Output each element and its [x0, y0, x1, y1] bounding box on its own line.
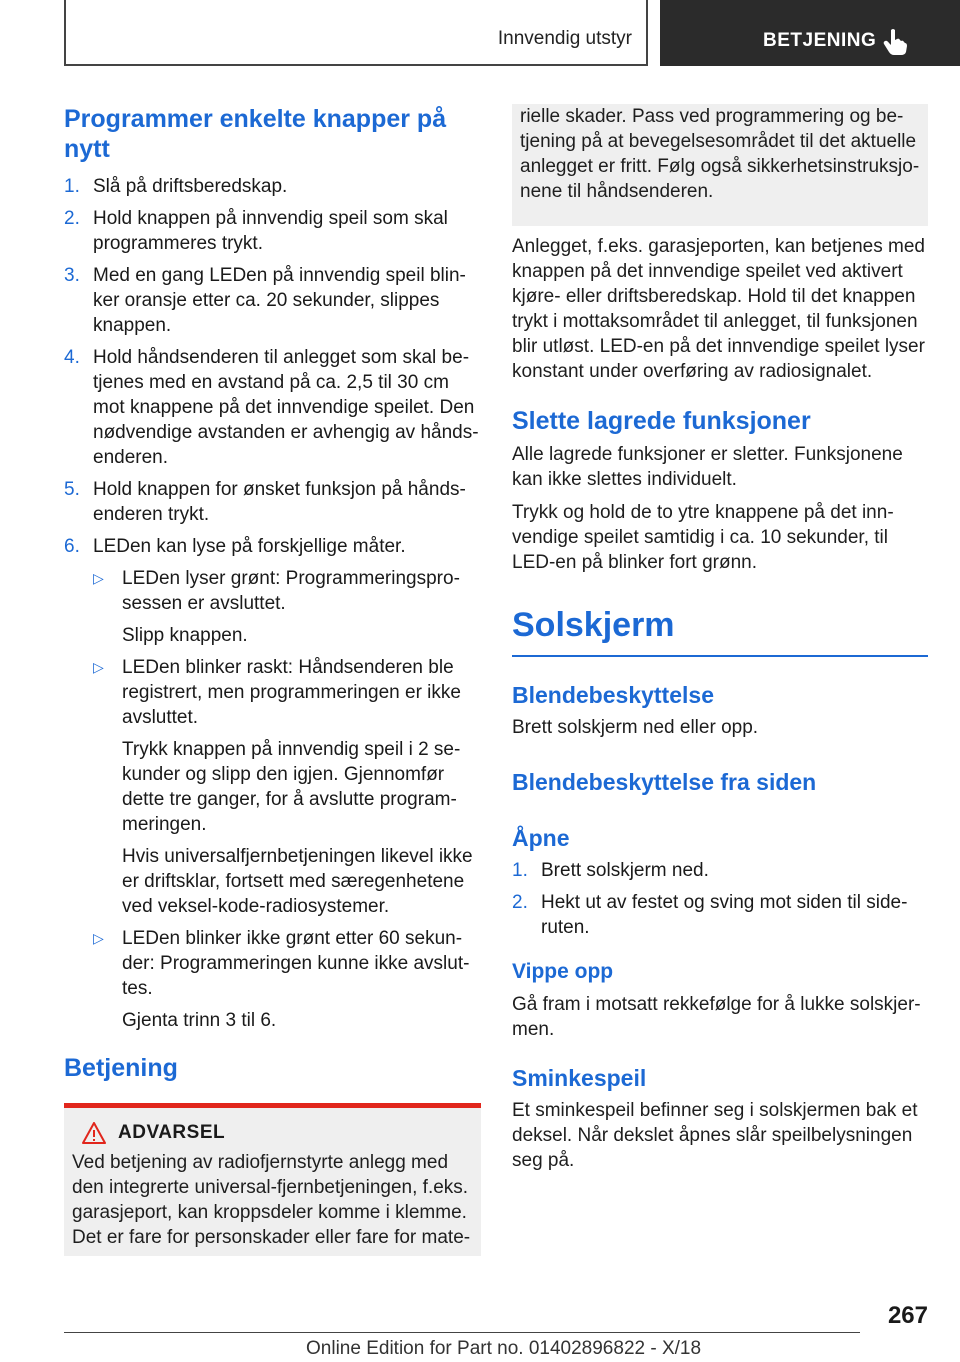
list-item: 2. Hekt ut av festet og sving mot siden til sideruten. [512, 892, 908, 938]
edition-note: Online Edition for Part no. 01402896822 - X/18 [306, 1338, 702, 1359]
blende-heading: Blendebeskyttelse [512, 682, 714, 708]
section-title: Innvendig utstyr [497, 28, 632, 49]
apne-steps [512, 858, 928, 940]
chapter-tab [660, 0, 960, 66]
list-item: 3. Med en gang LEDen på innvendig speil blinker oransje etter ca. 20 sekunder, slippes knappen. [64, 265, 466, 336]
sminke-heading: Sminkespeil [512, 1065, 647, 1091]
list-item: ▷ LEDen lyser grønt: Programmeringsprosessen er avsluttet. Slipp knappen. [93, 568, 460, 646]
list-item: 1. Slå på driftsberedskap. [64, 176, 288, 197]
left-column [64, 104, 481, 1256]
delete-paragraph-2: Trykk og hold de to ytre knappene på det innvendige speilet samtidig i ca. 10 sekunder, til LED-en på blinker fort grønn. [512, 502, 894, 573]
warning-title: ADVARSEL [118, 1122, 226, 1143]
page-number: 267 [887, 1302, 928, 1329]
blende-side-heading: Blendebeskyttelse fra siden [512, 769, 817, 795]
delete-heading: Slette lagrede funksjoner [512, 407, 811, 435]
apne-heading: Åpne [512, 825, 570, 851]
reprogram-steps [64, 174, 481, 1033]
bullet-triangle-icon: ▷ [93, 930, 104, 946]
list-item: ▷ LEDen blinker ikke grønt etter 60 sekunder: Programmeringen kunne ikke avsluttes. Gjenta trinn 3 til 6. [93, 928, 470, 1031]
sminke-text: Et sminkespeil befinner seg i solskjermen bak et deksel. Når dekslet åpnes slår speilbelysningen seg på. [512, 1100, 918, 1171]
chapter-title: BETJENING [763, 30, 877, 51]
list-item: 6. LEDen kan lyse på forskjellige måter. ▷ LEDen lyser grønt: Programmeringsprosessen er avsluttet. Slipp knappen. ▷ LEDen blinker raskt: Håndsenderen ble registrert, men programmeringen er ikke avsluttet. Trykk knappen på innvendig speil i 2 sekunder og slipp den igjen. Gjennomfør dette tre ganger, for å avslutte programmeringen. Hvis universalfjernbetjeningen likevel ikke er driftsklar, fortsett med særegenhetene ved veksel-kode-radiosystemer. ▷ LEDen blinker ikke grønt etter 60 sekunder: Programmeringen kunne ikke avsluttes. Gjenta trinn 3 til 6. [64, 534, 481, 1033]
solskjerm-heading: Solskjerm [512, 606, 675, 644]
vippe-text: Gå fram i motsatt rekkefølge for å lukke solskjermen. [512, 994, 921, 1040]
bullet-triangle-icon: ▷ [93, 659, 104, 675]
bullet-triangle-icon: ▷ [93, 570, 104, 586]
list-item: 1. Brett solskjerm ned. [512, 860, 709, 881]
list-item: 4. Hold håndsenderen til anlegget som skal betjenes med en avstand på ca. 2,5 til 30 cm mot knappene på det innvendige speilet. Den nødvendige avstanden er avhengig av håndsenderen. [64, 347, 479, 468]
warning-box [64, 1103, 481, 1256]
warning-text-continued: rielle skader. Pass ved programmering og betjening på at bevegelsesområdet til det aktuelle anlegget er fritt. Følg også sikkerhetsinstruksjonene til håndsenderen. [520, 106, 920, 202]
blende-text: Brett solskjerm ned eller opp. [512, 717, 759, 738]
delete-paragraph-1: Alle lagrede funksjoner er sletter. Funksjonene kan ikke slettes individuelt. [512, 444, 903, 490]
vippe-heading: Vippe opp [512, 960, 614, 983]
led-states-list [93, 566, 481, 1033]
warning-triangle-icon [82, 1122, 106, 1144]
list-item: 5. Hold knappen for ønsket funksjon på håndsenderen trykt. [64, 479, 466, 525]
header-section-frame [64, 0, 648, 66]
hand-pointer-icon [883, 28, 907, 56]
warning-box-continued [512, 104, 928, 226]
warning-text: Ved betjening av radiofjernstyrte anlegg med den integrerte universal-fjernbetjeningen, f.eks. garasjeport, kan kroppsdeler komme i klemme. Det er fare for personskader eller fare for mate- [72, 1152, 471, 1248]
betjening-heading: Betjening [64, 1054, 178, 1082]
footer-divider [64, 1332, 860, 1333]
operation-paragraph: Anlegget, f.eks. garasjeporten, kan betjenes med knappen på det innvendige speilet ved aktivert kjøre- eller driftsberedskap. Hold til det knappen trykt i mottaksområdet til anlegget, til funksjonen blir utløst. LED-en på det innvendige speilet lyser konstant under overføring av radiosignalet. [512, 236, 925, 382]
section-divider [512, 655, 928, 657]
right-column [512, 104, 928, 1173]
list-item: 2. Hold knappen på innvendig speil som skal programmeres trykt. [64, 208, 448, 254]
reprogram-heading: Programmer enkelte knapper på nytt [64, 105, 447, 163]
list-item: ▷ LEDen blinker raskt: Håndsenderen ble registrert, men programmeringen er ikke avsluttet. Trykk knappen på innvendig speil i 2 sekunder og slipp den igjen. Gjennomfør dette tre ganger, for å avslutte programmeringen. Hvis universalfjernbetjeningen likevel ikke er driftsklar, fortsett med særegenhetene ved veksel-kode-radiosystemer. [93, 657, 473, 917]
